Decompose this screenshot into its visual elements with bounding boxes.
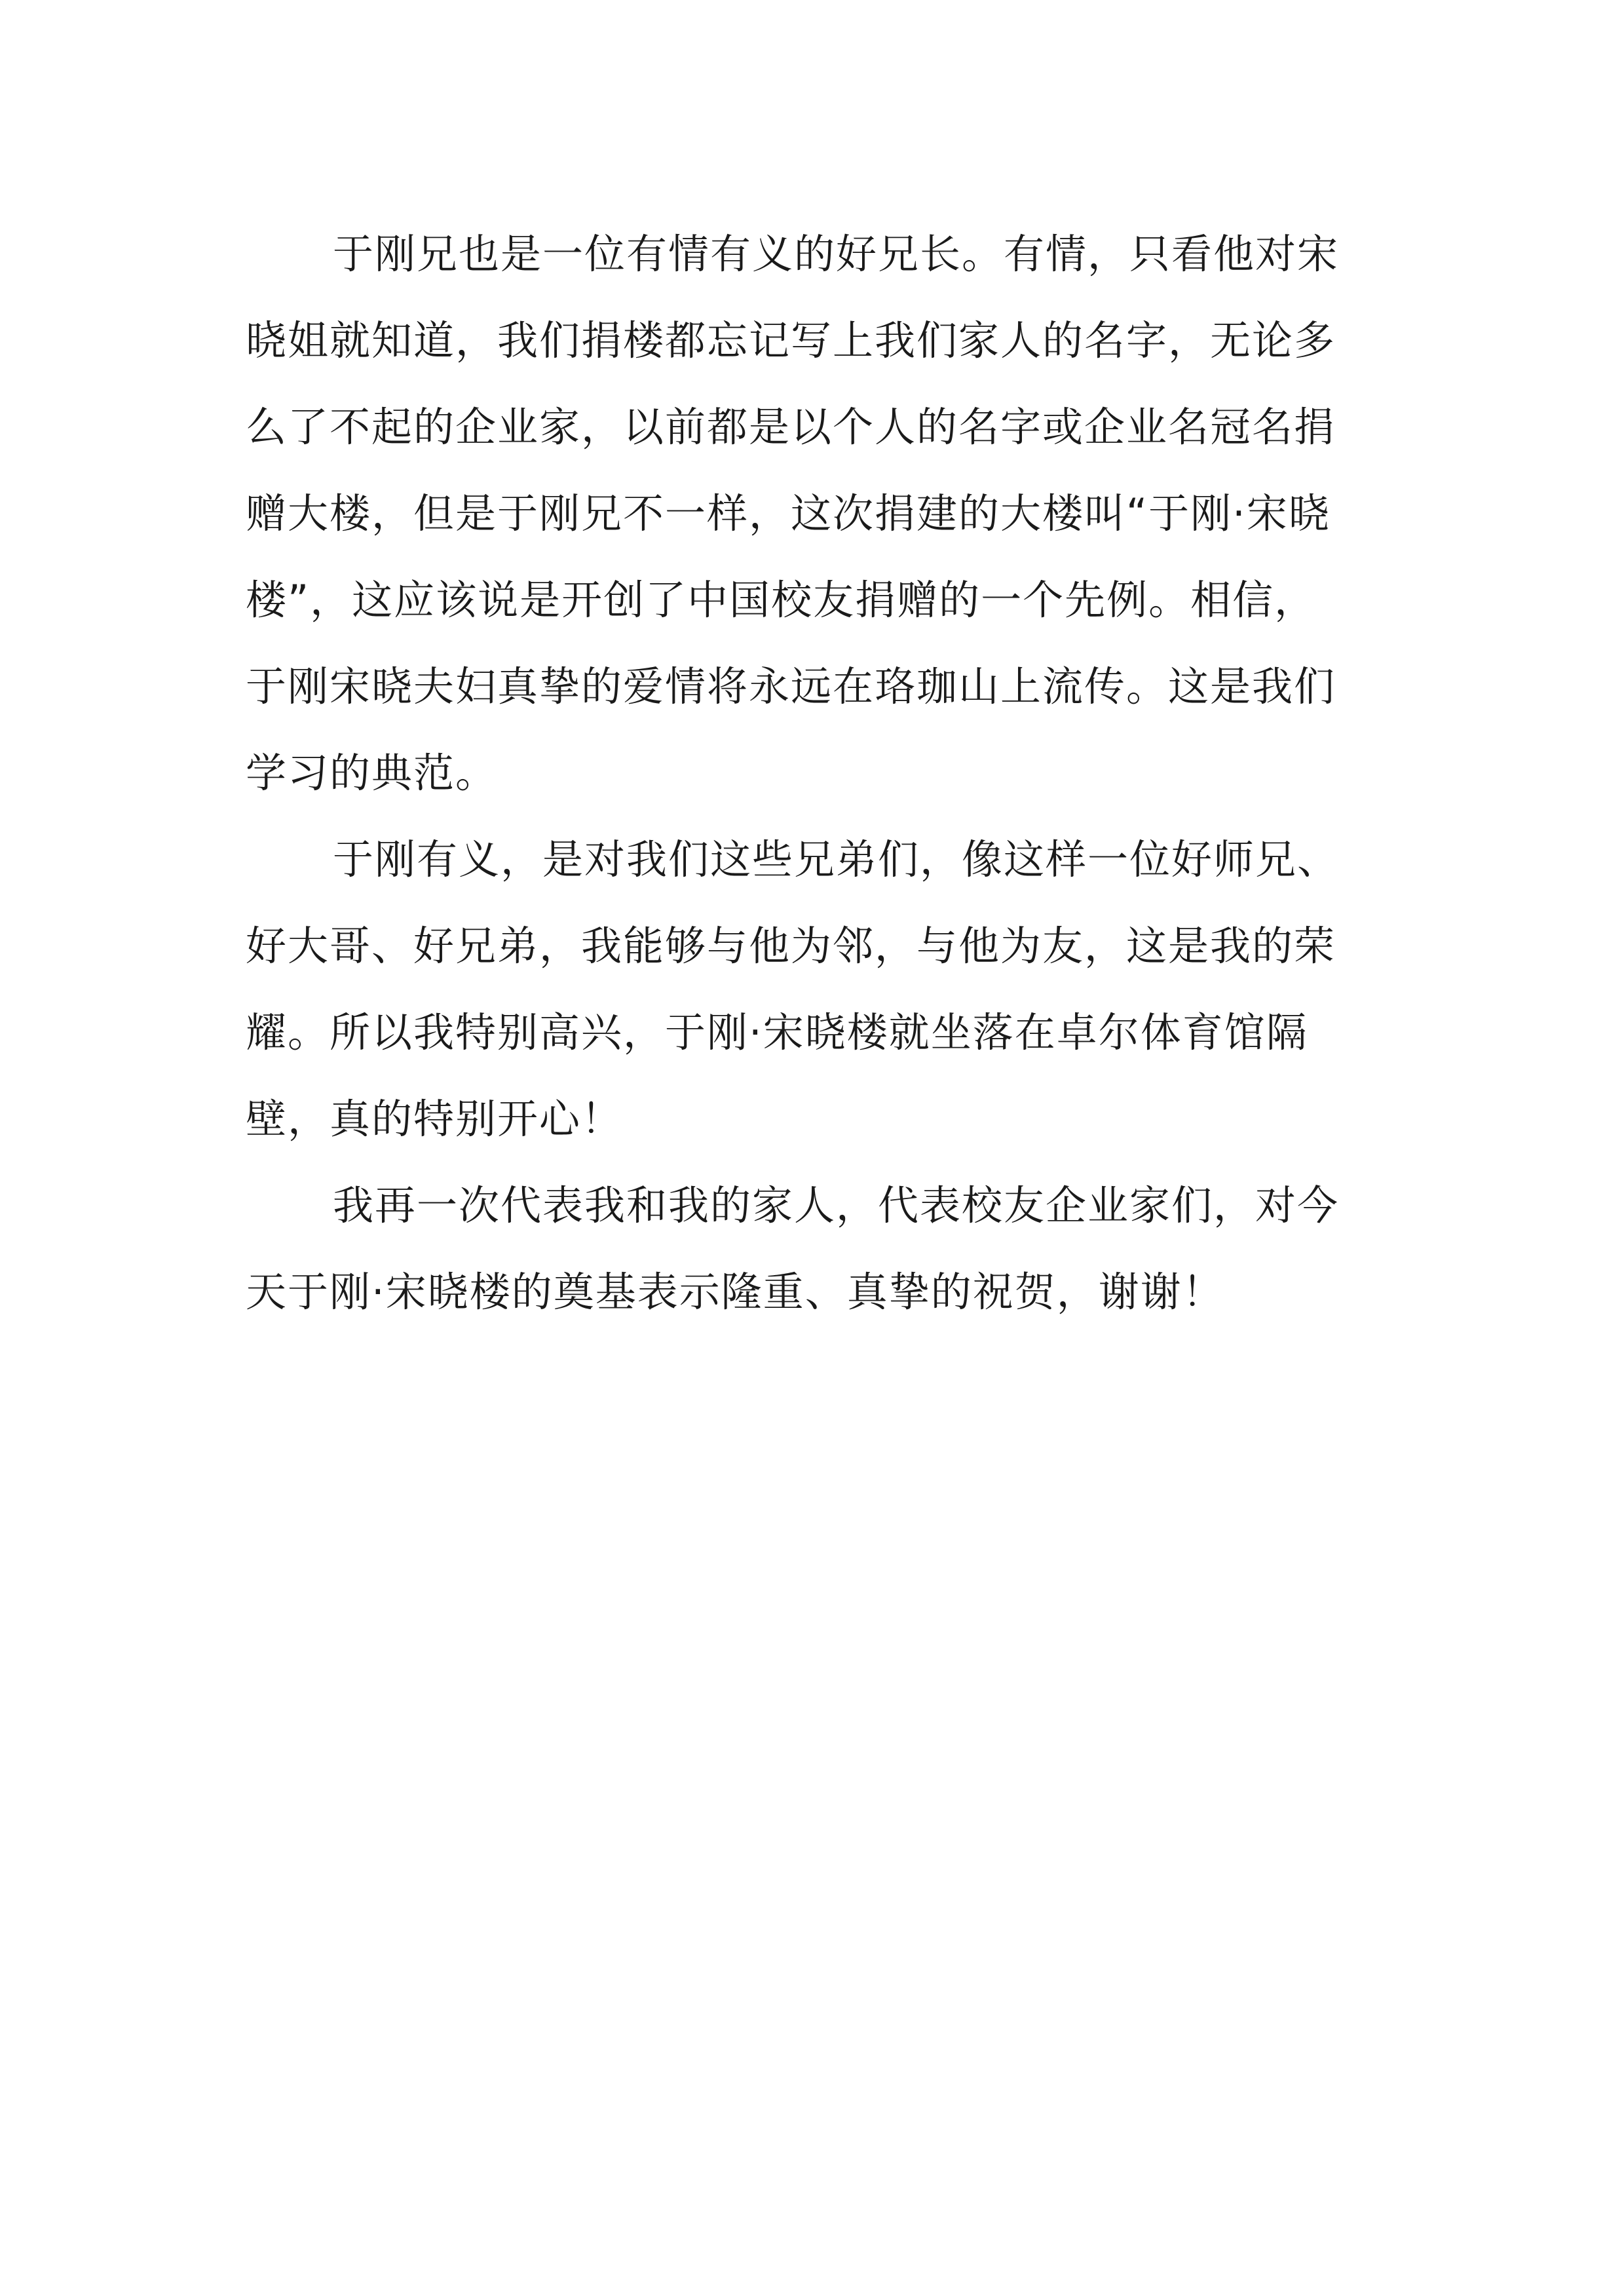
text-line: 壁，真的特别开心！ [246,1095,624,1143]
text-line: 耀。所以我特别高兴，于刚·宋晓楼就坐落在卓尔体育馆隔 [246,1008,1308,1056]
text-line: 于刚宋晓夫妇真挚的爱情将永远在珞珈山上流传。这是我们 [246,662,1336,710]
text-line: 我再一次代表我和我的家人，代表校友企业家们，对今 [333,1181,1340,1229]
text-line: 天于刚·宋晓楼的奠基表示隆重、真挚的祝贺，谢谢！ [246,1268,1224,1316]
text-line: 赠大楼，但是于刚兄不一样，这次捐建的大楼叫“于刚·宋晓 [246,489,1331,537]
document-body [246,211,1386,1335]
text-line: 于刚有义，是对我们这些兄弟们，像这样一位好师兄、 [333,835,1340,883]
paragraph [246,1162,1386,1335]
paragraph [246,211,1386,816]
text-line: 楼”，这应该说是开创了中国校友捐赠的一个先例。相信， [246,576,1317,624]
paragraph [246,816,1386,1162]
text-line: 好大哥、好兄弟，我能够与他为邻，与他为友，这是我的荣 [246,922,1336,970]
text-line: 于刚兄也是一位有情有义的好兄长。有情，只看他对宋 [333,230,1340,278]
text-line: 晓姐就知道，我们捐楼都忘记写上我们家人的名字，无论多 [246,316,1336,364]
text-line: 学习的典范。 [246,749,498,797]
text-line: 么了不起的企业家，以前都是以个人的名字或企业名冠名捐 [246,403,1336,451]
